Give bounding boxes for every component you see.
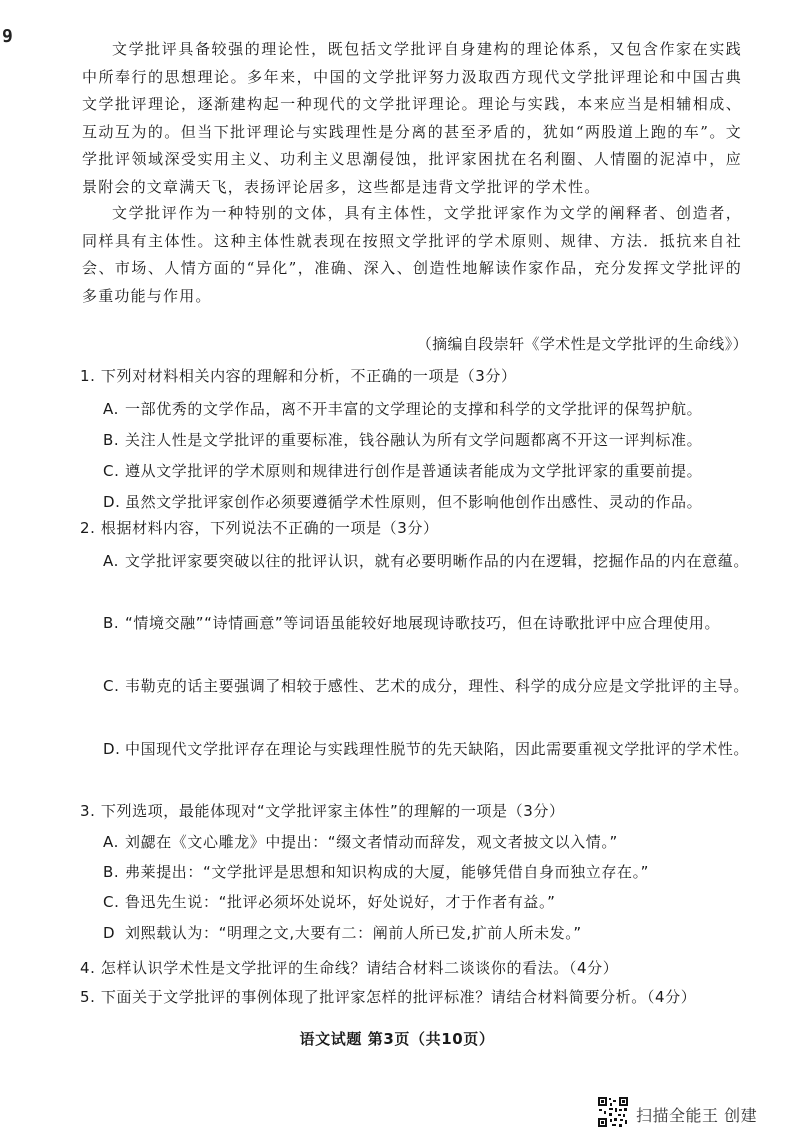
question-3-stem: 3. 下列选项，最能体现对“文学批评家主体性”的理解的一项是（3分）	[80, 802, 565, 820]
page-footer: 语文试题 第3页（共10页）	[299, 1030, 495, 1048]
question-5-stem: 5. 下面关于文学批评的事例体现了批评家怎样的批评标准？请结合材料简要分析。（4分）	[80, 988, 697, 1006]
option-text: 一部优秀的文学作品，离不开丰富的文学理论的支撑和科学的文学批评的保驾护航。	[125, 400, 703, 418]
question-4-stem: 4. 怎样认识学术性是文学批评的生命线？请结合材料二谈谈你的看法。（4分）	[80, 959, 619, 977]
question-2-option-a	[103, 545, 765, 578]
option-label: C.	[103, 893, 120, 911]
qr-code-icon	[597, 1096, 629, 1128]
option-text: 文学批评家要突破以往的批评认识，就有必要明晰作品的内在逻辑，挖掘作品的内在意蕴。	[125, 552, 750, 570]
passage-paragraph-2: 文学批评作为一种特别的文体，具有主体性，文学批评家作为文学的阐释者、创造者，同样具有主体性。这种主体性就表现在按照文学批评的学术原则、规律、方法．抵抗来自社会、市场、人情方面的“异化”，准确、深入、创造性地解读作家作品，充分发挥文学批评的多重功能与作用。	[82, 204, 742, 305]
option-text: 遵从文学批评的学术原则和规律进行创作是普通读者能成为文学批评家的重要前提。	[125, 462, 703, 480]
question-1-stem: 1. 下列对材料相关内容的理解和分析，不正确的一项是（3分）	[80, 367, 517, 385]
option-label: D	[103, 924, 116, 942]
option-text: 刘熙载认为：“明理之文,大要有二：阐前人所已发,扩前人所未发。”	[125, 924, 582, 942]
question-1-option-b	[103, 424, 765, 457]
option-text: “情境交融”“诗情画意”等词语虽能较好地展现诗歌技巧，但在诗歌批评中应合理使用。	[125, 614, 721, 632]
passage-source: （摘编自段崇轩《学术性是文学批评的生命线》）	[416, 335, 748, 353]
question-3-option-b	[103, 856, 765, 889]
option-label: C.	[103, 462, 120, 480]
option-text: 鲁迅先生说：“批评必须坏处说坏，好处说好，才于作者有益。”	[125, 893, 556, 911]
option-label: B.	[103, 863, 120, 881]
question-2-option-b	[103, 607, 765, 640]
question-2-stem: 2. 根据材料内容，下列说法不正确的一项是（3分）	[80, 519, 439, 537]
option-text: 关注人性是文学批评的重要标准，钱谷融认为所有文学问题都离不开这一评判标准。	[125, 431, 703, 449]
scanner-watermark: 扫描全能王 创建	[636, 1106, 758, 1125]
question-1-option-c	[103, 455, 765, 488]
question-3-option-c	[103, 886, 765, 919]
option-text: 弗莱提出：“文学批评是思想和知识构成的大厦，能够凭借自身而独立存在。”	[125, 863, 650, 881]
question-1-option-a	[103, 393, 765, 426]
option-label: D.	[103, 740, 121, 758]
passage-paragraph-1: 文学批评具备较强的理论性，既包括文学批评自身建构的理论体系，又包含作家在实践中所奉行的思想理论。多年来，中国的文学批评努力汲取西方现代文学批评理论和中国古典文学批评理论，逐渐建构起一种现代的文学批评理论。理论与实践，本来应当是相辅相成、互动互为的。但当下批评理论与实践理性是分离的甚至矛盾的，犹如“两股道上跑的车”。文学批评领域深受实用主义、功利主义思潮侵蚀，批评家困扰在名利圈、人情圈的泥淖中，应景附会的文章满天飞，表扬评论居多，这些都是违背文学批评的学术性。	[82, 40, 742, 196]
option-label: B.	[103, 614, 120, 632]
option-text: 韦勒克的话主要强调了相较于感性、艺术的成分，理性、科学的成分应是文学批评的主导。	[125, 677, 750, 695]
corner-mark: 9	[2, 26, 13, 47]
question-1-option-d	[103, 486, 765, 519]
question-3-option-d	[103, 917, 765, 950]
option-label: A.	[103, 400, 119, 418]
question-2-option-c	[103, 670, 765, 703]
question-2-option-d	[103, 733, 765, 766]
option-text: 刘勰在《文心雕龙》中提出：“缀文者情动而辞发，观文者披文以入情。”	[125, 833, 618, 851]
option-label: A.	[103, 552, 119, 570]
option-label: C.	[103, 677, 120, 695]
option-label: A.	[103, 833, 119, 851]
option-text: 虽然文学批评家创作必须要遵循学术性原则，但不影响他创作出感性、灵动的作品。	[125, 493, 703, 511]
option-label: B.	[103, 431, 120, 449]
question-3-option-a	[103, 826, 765, 859]
option-label: D.	[103, 493, 121, 511]
option-text: 中国现代文学批评存在理论与实践理性脱节的先天缺陷，因此需要重视文学批评的学术性。	[125, 740, 750, 758]
